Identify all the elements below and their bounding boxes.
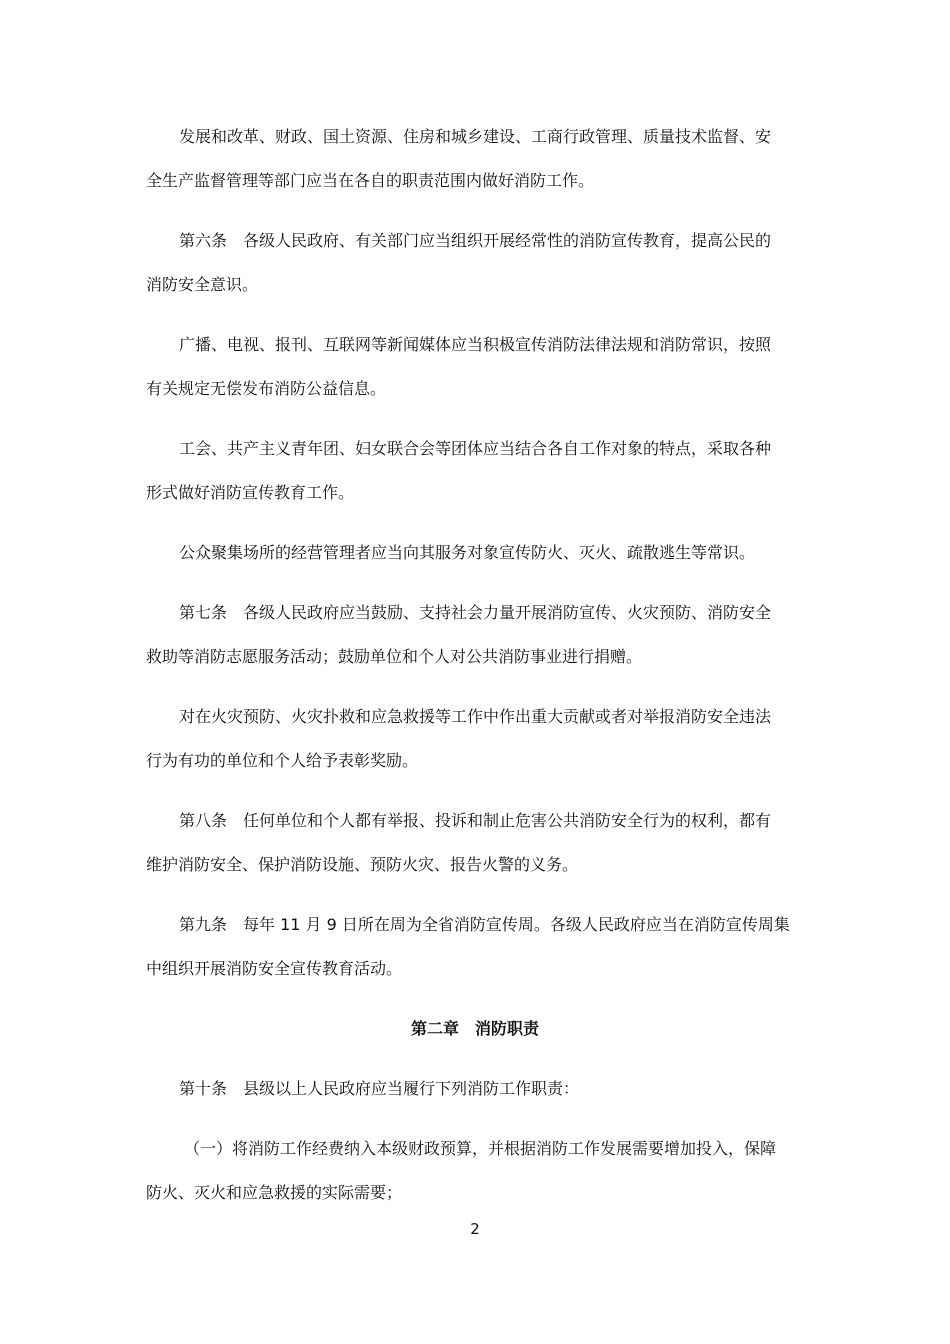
para-continuation-line-2: 全生产监督管理等部门应当在各自的职责范围内做好消防工作。 xyxy=(146,171,595,190)
article-6-media-line-2: 有关规定无偿发布消防公益信息。 xyxy=(146,379,387,398)
article-9-line-2: 中组织开展消防安全宣传教育活动。 xyxy=(146,959,403,978)
item-1-line-2: 防火、灭火和应急救援的实际需要； xyxy=(146,1183,403,1202)
article-7-rewards-line-1: 对在火灾预防、火灾扑救和应急救援等工作中作出重大贡献或者对举报消防安全违法 xyxy=(179,707,772,726)
article-8-line-2: 维护消防安全、保护消防设施、预防火灾、报告火警的义务。 xyxy=(146,855,579,874)
article-9-line-1: 第九条 每年 11 月 9 日所在周为全省消防宣传周。各级人民政府应当在消防宣传周集 xyxy=(179,915,790,934)
article-6-line-2: 消防安全意识。 xyxy=(146,275,259,294)
article-10: 第十条 县级以上人民政府应当履行下列消防工作职责： xyxy=(179,1079,580,1098)
article-6-line-1: 第六条 各级人民政府、有关部门应当组织开展经常性的消防宣传教育，提高公民的 xyxy=(179,231,772,250)
para-continuation-line-1: 发展和改革、财政、国土资源、住房和城乡建设、工商行政管理、质量技术监督、安 xyxy=(179,127,772,146)
article-6-public-venues-line-1: 公众聚集场所的经营管理者应当向其服务对象宣传防火、灭火、疏散逃生等常识。 xyxy=(179,543,756,562)
article-6-groups-line-2: 形式做好消防宣传教育工作。 xyxy=(146,483,355,502)
article-6-groups-line-1: 工会、共产主义青年团、妇女联合会等团体应当结合各自工作对象的特点，采取各种 xyxy=(179,439,772,458)
article-7-line-2: 救助等消防志愿服务活动；鼓励单位和个人对公共消防事业进行捐赠。 xyxy=(146,647,643,666)
chapter-heading: 第二章 消防职责 xyxy=(410,1019,539,1038)
page-number: 2 xyxy=(470,1220,480,1238)
item-1-line-1: （一）将消防工作经费纳入本级财政预算，并根据消防工作发展需要增加投入，保障 xyxy=(184,1139,777,1158)
article-6-media-line-1: 广播、电视、报刊、互联网等新闻媒体应当积极宣传消防法律法规和消防常识，按照 xyxy=(179,335,772,354)
article-7-rewards-line-2: 行为有功的单位和个人给予表彰奖励。 xyxy=(146,751,419,770)
article-7-line-1: 第七条 各级人民政府应当鼓励、支持社会力量开展消防宣传、火灾预防、消防安全 xyxy=(179,603,772,622)
article-8-line-1: 第八条 任何单位和个人都有举报、投诉和制止危害公共消防安全行为的权利，都有 xyxy=(179,811,772,830)
